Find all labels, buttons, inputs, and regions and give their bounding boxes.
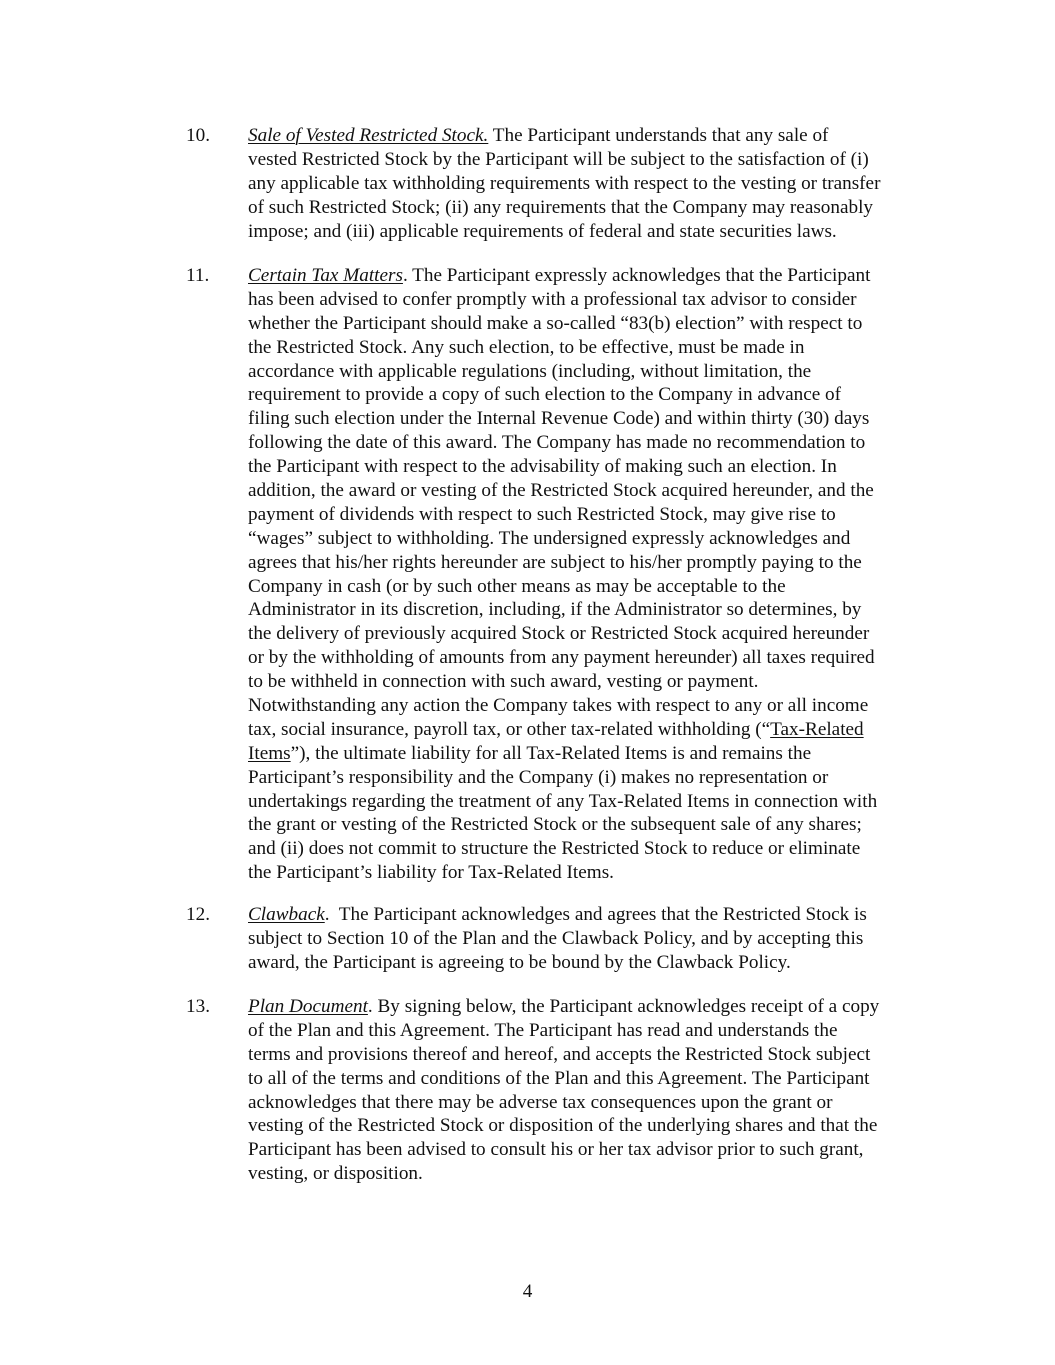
section-heading: Clawback: [248, 904, 325, 925]
section-line: terms and provisions thereof and hereof, and accepts the Restricted Stock subject: [248, 1043, 871, 1065]
section-line: [248, 903, 938, 927]
section-line: following the date of this award. The Company has made no recommendation to: [248, 432, 866, 454]
section-body: [248, 995, 938, 1186]
section-line: impose; and (iii) applicable requirements of federal and state securities laws.: [248, 220, 837, 242]
section-line: of the Plan and this Agreement. The Participant has read and understands the: [248, 1019, 838, 1041]
section-line: agrees that his/her rights hereunder are subject to his/her promptly paying to the: [248, 551, 862, 573]
section-line: Participant’s responsibility and the Company (i) makes no representation or: [248, 766, 829, 788]
section-line: to all of the terms and conditions of the Plan and this Agreement. The Participant: [248, 1067, 870, 1089]
section-heading: Plan Document: [248, 996, 368, 1017]
section-line: Notwithstanding any action the Company takes with respect to any or all income: [248, 695, 869, 717]
section-body: [248, 903, 938, 975]
section-line: “wages” subject to withholding. The undersigned expressly acknowledges and: [248, 527, 851, 549]
section-line: [248, 124, 938, 148]
section-text: tax, social insurance, payroll tax, or other tax-related withholding (“: [248, 718, 771, 740]
section-line: accordance with applicable regulations (including, without limitation, the: [248, 360, 812, 382]
section-line: of such Restricted Stock; (ii) any requirements that the Company may reasonably: [248, 196, 874, 218]
section-line: filing such election under the Internal Revenue Code) and within thirty (30) days: [248, 408, 870, 430]
section-line: payment of dividends with respect to such Restricted Stock, may give rise to: [248, 503, 836, 525]
defined-term: Items: [248, 742, 291, 764]
section-line: vesting, or disposition.: [248, 1163, 423, 1185]
section-line: addition, the award or vesting of the Restricted Stock acquired hereunder, and the: [248, 480, 874, 502]
section-heading: Sale of Vested Restricted Stock.: [248, 125, 489, 146]
section-heading: Certain Tax Matters: [248, 265, 403, 286]
section-line: Participant has been advised to consult his or her tax advisor prior to such grant,: [248, 1139, 864, 1161]
section-line: [248, 742, 938, 766]
section-line: the delivery of previously acquired Stock or Restricted Stock acquired hereunder: [248, 623, 870, 645]
page-number: 4: [522, 1281, 533, 1302]
section-number: 12.: [186, 904, 210, 925]
section-line: [248, 264, 938, 288]
section-line: [248, 718, 938, 742]
section-text: The Participant understands that any sale of: [488, 125, 829, 146]
section-line: [248, 995, 938, 1019]
section-line: undertakings regarding the treatment of any Tax-Related Items in connection with: [248, 790, 878, 812]
section-line: award, the Participant is agreeing to be bound by the Clawback Policy.: [248, 951, 791, 973]
section-line: has been advised to confer promptly with a professional tax advisor to consider: [248, 288, 857, 310]
section-line: subject to Section 10 of the Plan and the Clawback Policy, and by accepting this: [248, 927, 864, 949]
section-line: whether the Participant should make a so-called “83(b) election” with respect to: [248, 312, 863, 334]
section-number: 11.: [186, 265, 210, 286]
defined-term: Tax-Related: [770, 718, 864, 740]
section-body: [248, 124, 938, 243]
section-text: . The Participant acknowledges and agrees that the Restricted Stock is: [324, 904, 867, 925]
section-line: to be withheld in connection with such award, vesting or payment.: [248, 671, 759, 693]
section-line: Company in cash (or by such other means as may be acceptable to the: [248, 575, 786, 597]
section-text: ”), the ultimate liability for all Tax-Related Items is and remains the: [290, 742, 812, 764]
section-line: the Restricted Stock. Any such election, to be effective, must be made in: [248, 336, 805, 358]
section-line: Administrator in its discretion, including, if the Administrator so determines, by: [248, 599, 862, 621]
section-line: or by the withholding of amounts from any payment hereunder) all taxes required: [248, 647, 875, 669]
section-line: requirement to provide a copy of such election to the Company in advance of: [248, 384, 842, 406]
section-line: the Participant’s liability for Tax-Related Items.: [248, 862, 614, 884]
section-text: . By signing below, the Participant acknowledges receipt of a copy: [367, 996, 880, 1017]
section-number: 13.: [186, 996, 210, 1017]
section-line: the grant or vesting of the Restricted Stock or the subsequent sale of any shares;: [248, 814, 862, 836]
section-line: acknowledges that there may be adverse tax consequences upon the grant or: [248, 1091, 833, 1113]
section-line: and (ii) does not commit to structure the Restricted Stock to reduce or eliminate: [248, 838, 861, 860]
section-text: . The Participant expressly acknowledges that the Participant: [402, 265, 871, 286]
section-number: 10.: [186, 125, 210, 146]
section-line: vested Restricted Stock by the Participant will be subject to the satisfaction of (i): [248, 148, 869, 170]
section-line: any applicable tax withholding requirements with respect to the vesting or transfer: [248, 172, 881, 194]
section-line: vesting of the Restricted Stock or disposition of the underlying shares and that the: [248, 1115, 878, 1137]
section-line: the Participant with respect to the advisability of making such an election. In: [248, 456, 837, 478]
section-body: [248, 264, 938, 885]
